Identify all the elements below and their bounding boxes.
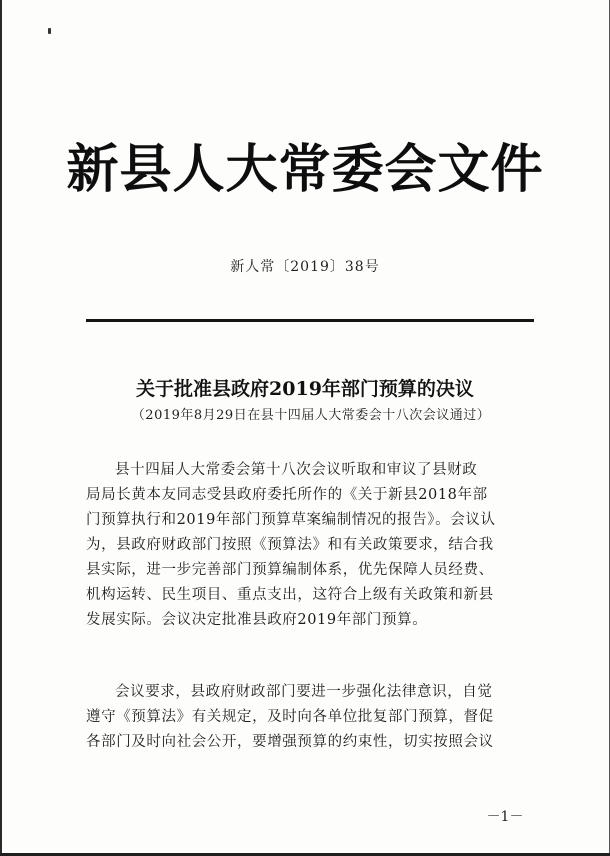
scan-edge-left [0, 0, 2, 856]
paragraph-line: 各部门及时向社会公开，要增强预算的约束性，切实按照会议 [86, 734, 494, 750]
scan-speck-mark [48, 28, 51, 34]
header-divider-rule [86, 319, 534, 322]
paragraph-line: 会议要求，县政府财政部门要进一步强化法律意识，自觉 [115, 684, 493, 700]
resolution-subtitle: （2019年8月29日在县十四届人大常委会十八次会议通过） [131, 408, 491, 423]
paragraph-line: 门预算执行和2019年部门预算草案编制情况的报告》。会议认 [86, 512, 496, 528]
document-number: 新人常〔2019〕38号 [230, 259, 380, 275]
body-paragraph-1 [86, 458, 548, 633]
paragraph-line: 机构运转、民生项目、重点支出，这符合上级有关政策和新县 [86, 587, 494, 603]
document-masthead: 新县人大常委会文件 [66, 139, 544, 200]
body-paragraph-2 [86, 680, 548, 755]
page-number: －1－ [486, 809, 524, 825]
paragraph-line: 局局长黄本友同志受县政府委托所作的《关于新县2018年部 [86, 487, 488, 503]
paragraph-line: 县十四届人大常委会第十八次会议听取和审议了县财政 [115, 462, 478, 478]
paragraph-line: 为，县政府财政部门按照《预算法》和有关政策要求，结合我 [86, 537, 494, 553]
resolution-title: 关于批准县政府2019年部门预算的决议 [136, 378, 474, 400]
paragraph-line: 发展实际。会议决定批准县政府2019年部门预算。 [86, 612, 428, 628]
paragraph-line: 县实际，进一步完善部门预算编制体系，优先保障人员经费、 [86, 562, 494, 578]
paragraph-line: 遵守《预算法》有关规定，及时向各单位批复部门预算，督促 [86, 709, 494, 725]
